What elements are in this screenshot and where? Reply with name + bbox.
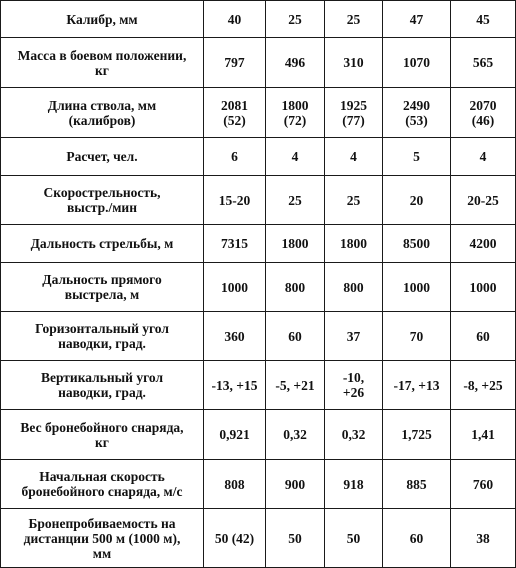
table-cell: 2081 (52) xyxy=(204,88,266,138)
table-cell: 1070 xyxy=(383,38,451,88)
table-row xyxy=(1,410,516,460)
row-label: Дальность прямого выстрела, м xyxy=(1,263,204,312)
table-row xyxy=(1,509,516,568)
table-body xyxy=(1,1,516,568)
table-cell: 760 xyxy=(451,460,516,509)
table-cell: 8500 xyxy=(383,225,451,263)
table-cell: 1,41 xyxy=(451,410,516,460)
table-cell: 25 xyxy=(325,176,383,225)
row-label: Длина ствола, мм (калибров) xyxy=(1,88,204,138)
table-cell: 565 xyxy=(451,38,516,88)
table-cell: 310 xyxy=(325,38,383,88)
table-cell: 25 xyxy=(266,176,325,225)
table-cell: 60 xyxy=(383,509,451,568)
table-cell: 5 xyxy=(383,138,451,176)
table-row xyxy=(1,1,516,38)
table-cell: 40 xyxy=(204,1,266,38)
table-cell: 360 xyxy=(204,312,266,361)
table-cell: 1925 (77) xyxy=(325,88,383,138)
table-cell: 50 xyxy=(325,509,383,568)
row-label: Масса в боевом положении, кг xyxy=(1,38,204,88)
table-cell: 1000 xyxy=(383,263,451,312)
table-cell: 800 xyxy=(266,263,325,312)
table-cell: 808 xyxy=(204,460,266,509)
table-cell: 797 xyxy=(204,38,266,88)
table-cell: 885 xyxy=(383,460,451,509)
table-cell: 1800 xyxy=(325,225,383,263)
table-row xyxy=(1,225,516,263)
table-cell: 47 xyxy=(383,1,451,38)
row-label: Дальность стрельбы, м xyxy=(1,225,204,263)
table-cell: -8, +25 xyxy=(451,361,516,410)
table-cell: -5, +21 xyxy=(266,361,325,410)
row-label: Калибр, мм xyxy=(1,1,204,38)
table-cell: 70 xyxy=(383,312,451,361)
table-cell: 0,921 xyxy=(204,410,266,460)
table-cell: 25 xyxy=(266,1,325,38)
table-cell: 50 xyxy=(266,509,325,568)
table-row xyxy=(1,361,516,410)
table-cell: 15-20 xyxy=(204,176,266,225)
table-cell: 496 xyxy=(266,38,325,88)
table-cell: 1000 xyxy=(451,263,516,312)
table-cell: 1800 xyxy=(266,225,325,263)
table-cell: 4 xyxy=(266,138,325,176)
table-cell: 37 xyxy=(325,312,383,361)
table-cell: 60 xyxy=(266,312,325,361)
table-cell: 38 xyxy=(451,509,516,568)
table-cell: 800 xyxy=(325,263,383,312)
table-cell: 6 xyxy=(204,138,266,176)
table-row xyxy=(1,138,516,176)
row-label: Вес бронебойного снаряда, кг xyxy=(1,410,204,460)
table-cell: 20-25 xyxy=(451,176,516,225)
table-cell: 7315 xyxy=(204,225,266,263)
table-cell: 2490 (53) xyxy=(383,88,451,138)
table-cell: -17, +13 xyxy=(383,361,451,410)
table-row xyxy=(1,38,516,88)
table-cell: 1800 (72) xyxy=(266,88,325,138)
table-cell: -10, +26 xyxy=(325,361,383,410)
table-cell: 0,32 xyxy=(325,410,383,460)
table-cell: 4 xyxy=(451,138,516,176)
row-label: Расчет, чел. xyxy=(1,138,204,176)
table-cell: 918 xyxy=(325,460,383,509)
table-row xyxy=(1,460,516,509)
row-label: Скорострельность, выстр./мин xyxy=(1,176,204,225)
table-cell: 4 xyxy=(325,138,383,176)
table-cell: 4200 xyxy=(451,225,516,263)
table-cell: 1,725 xyxy=(383,410,451,460)
table-cell: 0,32 xyxy=(266,410,325,460)
table-cell: 25 xyxy=(325,1,383,38)
table-cell: 2070 (46) xyxy=(451,88,516,138)
row-label: Начальная скорость бронебойного снаряда, м/с xyxy=(1,460,204,509)
row-label: Вертикальный угол наводки, град. xyxy=(1,361,204,410)
table-cell: 60 xyxy=(451,312,516,361)
table-cell: 45 xyxy=(451,1,516,38)
table-row xyxy=(1,263,516,312)
row-label: Горизонтальный угол наводки, град. xyxy=(1,312,204,361)
row-label: Бронепробиваемость на дистанции 500 м (1000 м), мм xyxy=(1,509,204,568)
table-row xyxy=(1,176,516,225)
table-row xyxy=(1,312,516,361)
table-cell: -13, +15 xyxy=(204,361,266,410)
table-cell: 900 xyxy=(266,460,325,509)
table-cell: 50 (42) xyxy=(204,509,266,568)
table-row xyxy=(1,88,516,138)
table-cell: 20 xyxy=(383,176,451,225)
table-cell: 1000 xyxy=(204,263,266,312)
